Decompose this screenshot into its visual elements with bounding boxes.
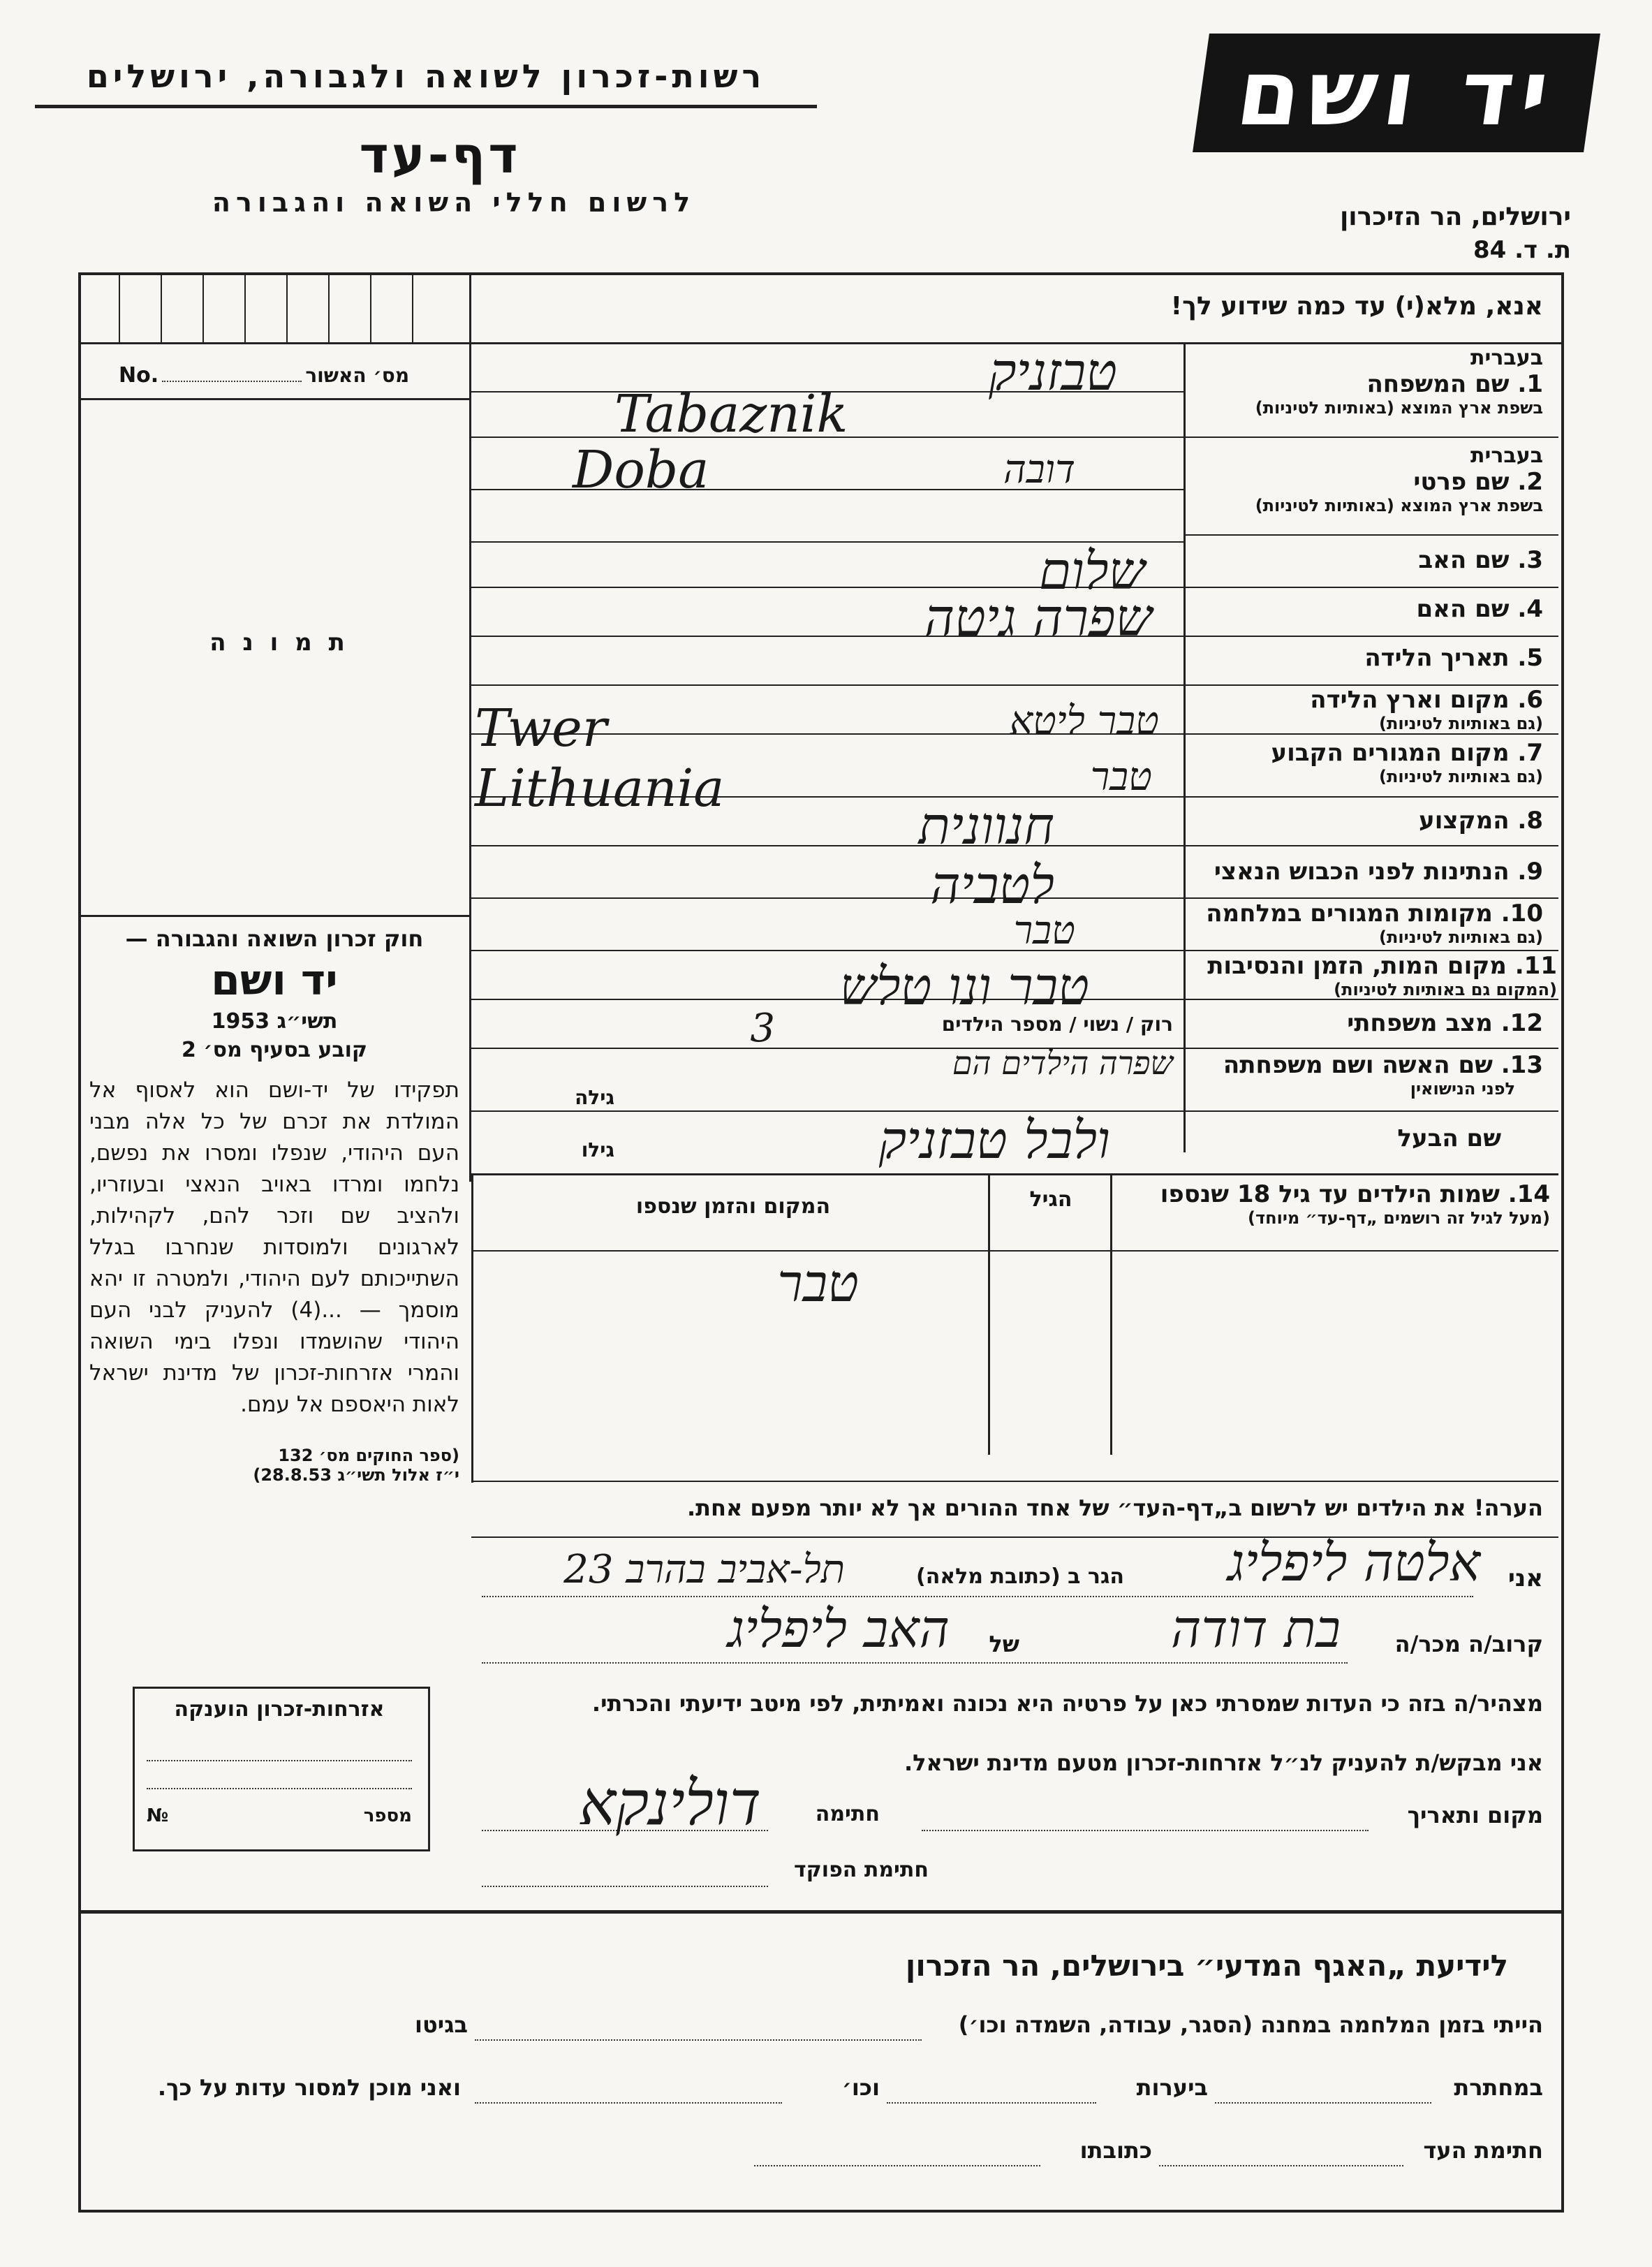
decl-of: של [989, 1631, 1019, 1657]
footer-address: כתובתו [1079, 2137, 1152, 2164]
footer-title: לידיעת „האגף המדעי״ בירושלים, הר הזכרון [905, 1949, 1508, 1983]
footer-ready: ואני מוכן למסור עדות על כך. [157, 2074, 461, 2101]
hw-relation-of: האב ליפליג [727, 1599, 950, 1659]
spouse-age-label: גילה [575, 1086, 614, 1109]
form-subtitle: לרשום חללי השואה והגבורה [212, 187, 696, 218]
decl-officer-label: חתימת הפוקד [794, 1858, 929, 1882]
children-age-header: הגיל [1029, 1187, 1072, 1212]
hw-address: תל-אביב בהרב 23 [563, 1547, 845, 1592]
footer-witness-sig: חתימת העד [1423, 2137, 1543, 2164]
authority-name: רשות-זכרון לשואה ולגבורה, ירושלים [86, 57, 766, 95]
citizenship-no: № [147, 1805, 169, 1826]
law-text: תפקידו של יד-ושם הוא לאסוף אל המולדת את זכרם של כל אלה מבני העם היהודי, שנפלו ומסרו את נפשם, נלחמו ומרדו באויב הנאצי ובעוזריו, ולהציב שם וזכר להם, לקהילות, לארגונים ולמוסדות שנחרבו בגלל השתייכותם לעם היהודי, ולמטרה זו יהא מוסמך — ...(4) להעניק לבני העם היהודי שהושמדו ונפלו בימי השואה והמרי אזרחות-זכרון של מדינת ישראל לאות היאספם אל עמם. [89, 1078, 459, 1417]
hw-profession: חנוונית [918, 796, 1054, 856]
hw-father: שלום [1038, 541, 1145, 601]
decl-request: אני מבקש/ת להעניק לנ״ל אזרחות-זכרון מטעם מדינת ישראל. [904, 1749, 1543, 1776]
hw-birthplace-lat: Twer Lithuania [475, 698, 725, 819]
hw-surname-he: טבזניק [988, 342, 1117, 402]
law-clause: קובע בסעיף מס׳ 2 [181, 1038, 368, 1062]
hw-mother: שפרה גיטה [924, 588, 1152, 648]
field-father: 3. שם האב [1418, 546, 1543, 574]
hw-surname-lat: Tabaznik [614, 384, 848, 444]
law-year: תשי״ג 1953 [211, 1009, 338, 1034]
approval-label: מס׳ האשור [305, 364, 410, 387]
field-spouse: 13. שם האשה ושם משפחתה לפני הנישואין [1223, 1051, 1543, 1099]
hw-declarant: אלטה ליפליג [1227, 1533, 1480, 1593]
children-place-header: המקום והזמן שנספו [635, 1194, 831, 1219]
footer-etc: וכו׳ [841, 2074, 880, 2101]
citizenship-title: אזרחות-זכרון הוענקה [174, 1697, 385, 1722]
hw-spouse: שפרה הילדים הם [952, 1044, 1173, 1082]
footer-forests: ביערות [1136, 2074, 1208, 2101]
hw-husband: ולבל טבזניק [878, 1110, 1110, 1171]
hw-residence: טבר [1090, 754, 1152, 800]
footer-line1: הייתי בזמן המלחמה במחנה (הסגר, עבודה, השמדה וכו׳) [958, 2011, 1543, 2038]
decl-relative: קרוב/ה מכר/ה [1394, 1631, 1543, 1657]
field-residence: 7. מקום המגורים הקבוע (גם באותיות לטיניות) [1271, 739, 1543, 786]
hw-nationality: לטביה [930, 856, 1054, 916]
photo-label: ת מ ו נ ה [209, 629, 349, 656]
hw-child-place: טבר [777, 1254, 859, 1314]
decl-ani: אני [1507, 1564, 1543, 1592]
decl-signature-label: חתימה [815, 1802, 880, 1826]
marital-inline: רוק / נשוי / מספר הילדים [941, 1013, 1173, 1036]
field-birth-date: 5. תאריך הלידה [1364, 644, 1543, 672]
citizenship-number-label: מספר [363, 1805, 412, 1826]
law-ref-2: י״ז אלול תשי״ג 28.8.53) [253, 1465, 459, 1485]
law-ref-1: (ספר החוקים מס׳ 132 [278, 1446, 459, 1465]
hw-children-count: 3 [750, 1006, 775, 1051]
husband-age-label: גילו [581, 1138, 614, 1161]
field-husband: שם הבעל [1397, 1124, 1501, 1152]
field-mother: 4. שם האם [1416, 595, 1543, 623]
children-note: הערה! את הילדים יש לרשום ב„דף-העד״ של אחד ההורים אך לא יותר מפעם אחת. [686, 1495, 1543, 1521]
form-title: דף-עד [359, 126, 521, 184]
field-nationality: 9. הנתינות לפני הכבוש הנאצי [1214, 858, 1543, 886]
law-name: יד ושם [211, 956, 338, 1005]
field-marital: 12. מצב משפחתי [1347, 1009, 1543, 1037]
yad-vashem-logo: יד ושם [1193, 34, 1600, 152]
footer-underground: במחתרת [1454, 2074, 1543, 2101]
field-wartime-residence: 10. מקומות המגורים במלחמה (גם באותיות לטיניות) [1206, 900, 1543, 947]
hw-signature: דולינקא [579, 1767, 761, 1839]
field-birthplace: 6. מקום וארץ הלידה (גם באותיות לטיניות) [1310, 686, 1543, 733]
hw-death: טבר ונו טלש [839, 957, 1089, 1017]
hw-first-he: דובה [1003, 447, 1075, 492]
field-death: 11. מקום המות, הזמן והנסיבות (המקום גם באותיות לטיניות) [1207, 952, 1557, 999]
decl-place-date: מקום ותאריך [1407, 1802, 1543, 1828]
approval-no: No. [119, 363, 159, 388]
decl-resides: הגר ב (כתובת מלאה) [915, 1564, 1124, 1589]
law-section [89, 925, 459, 1485]
hw-wartime: טבר [1013, 908, 1075, 953]
field-profession: 8. המקצוע [1419, 807, 1543, 835]
footer-ghetto: בגיטו [415, 2011, 468, 2038]
hw-relation: בת דודה [1171, 1599, 1341, 1659]
law-title: חוק זכרון השואה והגבורה — [125, 925, 424, 952]
decl-statement: מצהיר/ה בזה כי העדות שמסרתי כאן על פרטיה היא נכונה ואמיתית, לפי מיטב ידיעתי והכרתי. [591, 1690, 1543, 1717]
pobox: ת. ד. 84 [1473, 236, 1571, 264]
intro-text: אנא, מלא(י) עד כמה שידוע לך! [1170, 292, 1543, 321]
hw-first-lat: Doba [573, 440, 709, 500]
hw-birthplace-he: טבר ליטא [1009, 698, 1159, 744]
field-first-name: בעברית 2. שם פרטי בשפת ארץ המוצא (באותיות לטיניות) [1255, 443, 1543, 515]
address: ירושלים, הר הזיכרון [1339, 203, 1571, 231]
field-children: 14. שמות הילדים עד גיל 18 שנספו (מעל לגיל זה רושמים „דף-עד״ מיוחד) [1160, 1180, 1550, 1228]
field-surname: בעברית 1. שם המשפחה בשפת ארץ המוצא (באותיות לטיניות) [1255, 346, 1543, 418]
